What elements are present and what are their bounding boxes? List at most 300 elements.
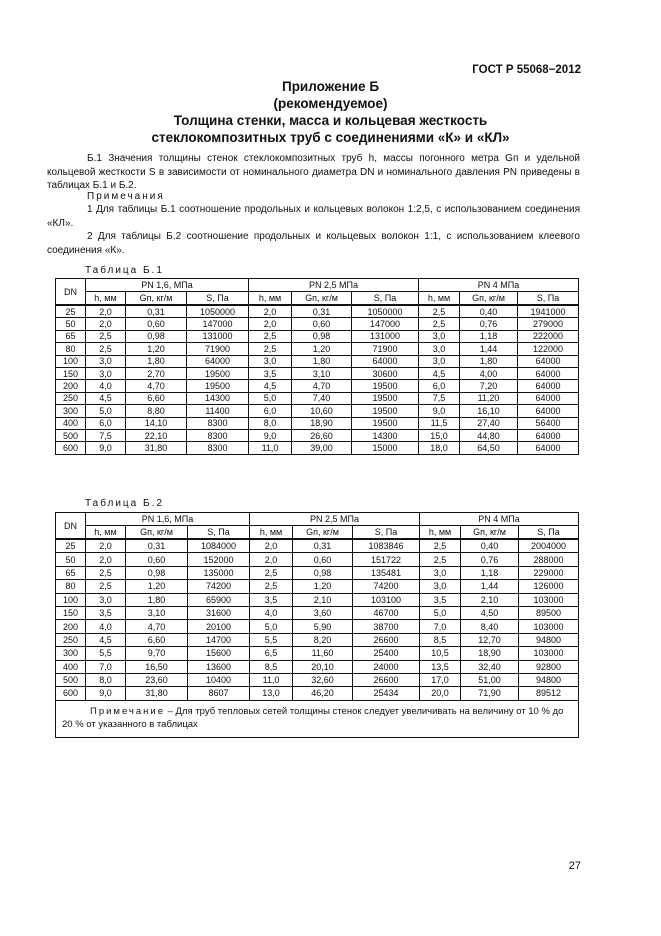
value-cell: 19500 — [187, 367, 249, 379]
value-cell: 15,0 — [419, 429, 460, 441]
table-footnote — [56, 700, 579, 737]
value-cell: 14300 — [187, 392, 249, 404]
value-cell: 1,20 — [126, 580, 188, 593]
dn-cell: 50 — [56, 318, 86, 330]
pn-group-header: PN 4 МПа — [420, 513, 579, 526]
value-cell: 26600 — [353, 633, 420, 646]
value-cell: 8300 — [187, 442, 249, 454]
value-cell: 94800 — [519, 673, 579, 686]
value-cell: 2,0 — [86, 305, 126, 318]
value-cell: 14300 — [352, 429, 419, 441]
value-cell: 44,80 — [460, 429, 518, 441]
value-cell: 10,5 — [420, 647, 461, 660]
value-cell: 229000 — [519, 566, 579, 579]
value-cell: 11400 — [187, 405, 249, 417]
value-cell: 4,5 — [86, 633, 126, 646]
value-cell: 103000 — [519, 647, 579, 660]
column-header: S, Па — [518, 292, 579, 306]
dn-cell: 80 — [56, 343, 86, 355]
value-cell: 5,5 — [250, 633, 293, 646]
value-cell: 3,0 — [86, 593, 126, 606]
value-cell: 103100 — [353, 593, 420, 606]
value-cell: 1084000 — [188, 539, 250, 553]
column-header: S, Па — [187, 292, 249, 306]
appendix-title: Приложение Б — [281, 79, 380, 94]
value-cell: 0,40 — [461, 539, 519, 553]
column-header: h, мм — [249, 292, 292, 306]
value-cell: 288000 — [519, 553, 579, 566]
value-cell: 20,0 — [420, 687, 461, 700]
value-cell: 2,0 — [250, 539, 293, 553]
value-cell: 103000 — [519, 593, 579, 606]
value-cell: 19500 — [352, 417, 419, 429]
value-cell: 19500 — [352, 380, 419, 392]
table1-caption: Таблица Б.1 — [85, 265, 164, 276]
value-cell: 6,0 — [419, 380, 460, 392]
value-cell: 16,50 — [126, 660, 188, 673]
value-cell: 22,10 — [126, 429, 187, 441]
column-header: S, Па — [353, 526, 420, 540]
value-cell: 0,40 — [460, 305, 518, 318]
value-cell: 5,5 — [86, 647, 126, 660]
value-cell: 2,5 — [249, 343, 292, 355]
value-cell: 151722 — [353, 553, 420, 566]
value-cell: 4,50 — [461, 606, 519, 619]
value-cell: 0,60 — [126, 553, 188, 566]
value-cell: 19500 — [352, 392, 419, 404]
dn-cell: 100 — [56, 593, 86, 606]
value-cell: 4,0 — [86, 620, 126, 633]
value-cell: 71900 — [352, 343, 419, 355]
column-header: h, мм — [86, 292, 126, 306]
value-cell: 64000 — [352, 355, 419, 367]
value-cell: 1,20 — [293, 580, 353, 593]
value-cell: 1,80 — [126, 593, 188, 606]
value-cell: 18,90 — [292, 417, 352, 429]
value-cell: 6,60 — [126, 392, 187, 404]
column-header: Gп, кг/м — [461, 526, 519, 540]
footnote-text: – Для труб тепловых сетей толщины стенок следует увеличивать на величину от 10 % до 20 % от указанного в таблицах — [62, 705, 564, 730]
dn-header: DN — [56, 513, 86, 540]
value-cell: 26600 — [353, 673, 420, 686]
document-code: ГОСТ Р 55068−2012 — [472, 64, 581, 76]
column-header: Gп, кг/м — [460, 292, 518, 306]
value-cell: 3,5 — [250, 593, 293, 606]
value-cell: 2,0 — [86, 318, 126, 330]
table-row — [56, 673, 579, 686]
value-cell: 92800 — [519, 660, 579, 673]
value-cell: 13600 — [188, 660, 250, 673]
value-cell: 0,60 — [126, 318, 187, 330]
value-cell: 8,5 — [420, 633, 461, 646]
value-cell: 18,90 — [461, 647, 519, 660]
value-cell: 20,10 — [293, 660, 353, 673]
dn-cell: 100 — [56, 355, 86, 367]
value-cell: 2,70 — [126, 367, 187, 379]
value-cell: 2,5 — [419, 318, 460, 330]
value-cell: 7,20 — [460, 380, 518, 392]
table-row — [56, 392, 579, 404]
value-cell: 16,10 — [460, 405, 518, 417]
value-cell: 15600 — [188, 647, 250, 660]
table-row — [56, 633, 579, 646]
value-cell: 38700 — [353, 620, 420, 633]
value-cell: 3,5 — [249, 367, 292, 379]
value-cell: 4,5 — [86, 392, 126, 404]
value-cell: 2,5 — [86, 343, 126, 355]
value-cell: 3,0 — [419, 343, 460, 355]
value-cell: 2,5 — [250, 566, 293, 579]
value-cell: 2,5 — [420, 553, 461, 566]
value-cell: 3,0 — [420, 566, 461, 579]
value-cell: 23,60 — [126, 673, 188, 686]
value-cell: 2,0 — [86, 539, 126, 553]
note-1: 1 Для таблицы Б.1 соотношение продольных и кольцевых волокон 1:2,5, с использованием соединения «КЛ». — [47, 204, 580, 229]
value-cell: 3,0 — [419, 330, 460, 342]
table-row — [56, 566, 579, 579]
value-cell: 3,0 — [86, 355, 126, 367]
value-cell: 135481 — [353, 566, 420, 579]
value-cell: 12,70 — [461, 633, 519, 646]
dn-cell: 500 — [56, 429, 86, 441]
value-cell: 64000 — [518, 392, 579, 404]
value-cell: 89500 — [519, 606, 579, 619]
value-cell: 152000 — [188, 553, 250, 566]
value-cell: 56400 — [518, 417, 579, 429]
column-header: h, мм — [419, 292, 460, 306]
value-cell: 2004000 — [519, 539, 579, 553]
dn-header: DN — [56, 279, 86, 306]
table-row — [56, 606, 579, 619]
value-cell: 71,90 — [461, 687, 519, 700]
pn-group-header: PN 4 МПа — [419, 279, 579, 292]
value-cell: 8607 — [188, 687, 250, 700]
value-cell: 14,10 — [126, 417, 187, 429]
value-cell: 0,98 — [292, 330, 352, 342]
dn-cell: 65 — [56, 566, 86, 579]
value-cell: 0,31 — [126, 539, 188, 553]
value-cell: 10,60 — [292, 405, 352, 417]
value-cell: 3,10 — [292, 367, 352, 379]
column-header: S, Па — [519, 526, 579, 540]
column-header: Gп, кг/м — [126, 292, 187, 306]
dn-cell: 600 — [56, 442, 86, 454]
table-row — [56, 380, 579, 392]
value-cell: 0,98 — [293, 566, 353, 579]
value-cell: 279000 — [518, 318, 579, 330]
value-cell: 3,5 — [420, 593, 461, 606]
table2-caption: Таблица Б.2 — [85, 498, 164, 509]
note-2: 2 Для таблицы Б.2 соотношение продольных и кольцевых волокон 1:1, с использованием клеевого соединения «К». — [47, 231, 580, 256]
value-cell: 94800 — [519, 633, 579, 646]
value-cell: 9,0 — [419, 405, 460, 417]
table-row — [56, 318, 579, 330]
table-b2-body — [56, 539, 579, 700]
value-cell: 5,90 — [293, 620, 353, 633]
value-cell: 74200 — [188, 580, 250, 593]
value-cell: 1050000 — [187, 305, 249, 318]
value-cell: 1,80 — [292, 355, 352, 367]
value-cell: 20100 — [188, 620, 250, 633]
column-header: S, Па — [188, 526, 250, 540]
value-cell: 1,18 — [460, 330, 518, 342]
value-cell: 5,0 — [420, 606, 461, 619]
value-cell: 32,40 — [461, 660, 519, 673]
value-cell: 71900 — [187, 343, 249, 355]
table-row — [56, 417, 579, 429]
column-header: h, мм — [420, 526, 461, 540]
dn-cell: 25 — [56, 539, 86, 553]
value-cell: 10400 — [188, 673, 250, 686]
value-cell: 11,60 — [293, 647, 353, 660]
value-cell: 4,70 — [292, 380, 352, 392]
value-cell: 46700 — [353, 606, 420, 619]
table-row — [56, 647, 579, 660]
table-row — [56, 355, 579, 367]
value-cell: 8300 — [187, 417, 249, 429]
value-cell: 0,98 — [126, 330, 187, 342]
table-row — [56, 343, 579, 355]
value-cell: 4,5 — [249, 380, 292, 392]
value-cell: 7,5 — [86, 429, 126, 441]
table-row — [56, 330, 579, 342]
value-cell: 7,40 — [292, 392, 352, 404]
dn-cell: 80 — [56, 580, 86, 593]
value-cell: 0,31 — [126, 305, 187, 318]
value-cell: 11,0 — [250, 673, 293, 686]
value-cell: 8,80 — [126, 405, 187, 417]
value-cell: 0,31 — [293, 539, 353, 553]
value-cell: 1,80 — [460, 355, 518, 367]
value-cell: 1050000 — [352, 305, 419, 318]
value-cell: 131000 — [187, 330, 249, 342]
value-cell: 17,0 — [420, 673, 461, 686]
value-cell: 3,0 — [419, 355, 460, 367]
table-row — [56, 367, 579, 379]
dn-cell: 250 — [56, 633, 86, 646]
value-cell: 2,10 — [293, 593, 353, 606]
value-cell: 3,0 — [420, 580, 461, 593]
value-cell: 64000 — [518, 442, 579, 454]
value-cell: 2,5 — [249, 330, 292, 342]
value-cell: 5,0 — [250, 620, 293, 633]
value-cell: 3,0 — [249, 355, 292, 367]
value-cell: 147000 — [352, 318, 419, 330]
value-cell: 46,20 — [293, 687, 353, 700]
table-row — [56, 305, 579, 318]
value-cell: 0,60 — [293, 553, 353, 566]
value-cell: 1,44 — [460, 343, 518, 355]
value-cell: 131000 — [352, 330, 419, 342]
value-cell: 2,5 — [420, 539, 461, 553]
value-cell: 222000 — [518, 330, 579, 342]
dn-cell: 25 — [56, 305, 86, 318]
value-cell: 31600 — [188, 606, 250, 619]
value-cell: 1083846 — [353, 539, 420, 553]
value-cell: 0,76 — [461, 553, 519, 566]
value-cell: 5,0 — [86, 405, 126, 417]
dn-cell: 200 — [56, 620, 86, 633]
value-cell: 25434 — [353, 687, 420, 700]
value-cell: 14700 — [188, 633, 250, 646]
table-b2 — [55, 512, 579, 738]
table-row — [56, 620, 579, 633]
value-cell: 64000 — [518, 405, 579, 417]
value-cell: 74200 — [353, 580, 420, 593]
value-cell: 9,70 — [126, 647, 188, 660]
value-cell: 4,5 — [419, 367, 460, 379]
table-row — [56, 687, 579, 700]
value-cell: 1,80 — [126, 355, 187, 367]
value-cell: 3,5 — [86, 606, 126, 619]
value-cell: 89512 — [519, 687, 579, 700]
column-header: Gп, кг/м — [126, 526, 188, 540]
value-cell: 64000 — [187, 355, 249, 367]
value-cell: 1,20 — [126, 343, 187, 355]
value-cell: 32,60 — [293, 673, 353, 686]
table-row — [56, 429, 579, 441]
value-cell: 65900 — [188, 593, 250, 606]
value-cell: 147000 — [187, 318, 249, 330]
paragraph-b1: Б.1 Значения толщины стенок стеклокомпозитных труб h, массы погонного метра Gп и удельной кольцевой жесткости S в зависимости от номинального диаметра DN и номинального давления PN приведены в таблицах Б.1 и Б.2. — [47, 153, 580, 191]
value-cell: 1,20 — [292, 343, 352, 355]
value-cell: 4,00 — [460, 367, 518, 379]
value-cell: 9,0 — [86, 442, 126, 454]
pn-group-header: PN 2,5 МПа — [250, 513, 420, 526]
value-cell: 39,00 — [292, 442, 352, 454]
table-row — [56, 539, 579, 553]
table-b1 — [55, 278, 579, 455]
dn-cell: 150 — [56, 606, 86, 619]
value-cell: 11,0 — [249, 442, 292, 454]
column-header: S, Па — [352, 292, 419, 306]
dn-cell: 150 — [56, 367, 86, 379]
dn-cell: 500 — [56, 673, 86, 686]
value-cell: 19500 — [352, 405, 419, 417]
dn-cell: 300 — [56, 405, 86, 417]
value-cell: 6,0 — [86, 417, 126, 429]
value-cell: 0,60 — [292, 318, 352, 330]
value-cell: 0,31 — [292, 305, 352, 318]
value-cell: 4,0 — [86, 380, 126, 392]
table-row — [56, 660, 579, 673]
table-b1-body — [56, 305, 579, 454]
value-cell: 18,0 — [419, 442, 460, 454]
column-header: h, мм — [250, 526, 293, 540]
table-row — [56, 593, 579, 606]
value-cell: 7,0 — [86, 660, 126, 673]
dn-cell: 400 — [56, 417, 86, 429]
value-cell: 64,50 — [460, 442, 518, 454]
value-cell: 2,0 — [249, 305, 292, 318]
value-cell: 26,60 — [292, 429, 352, 441]
appendix-heading-line2: стеклокомпозитных труб с соединениями «К» и «КЛ» — [151, 130, 510, 145]
pn-group-header: PN 2,5 МПа — [249, 279, 419, 292]
value-cell: 103000 — [519, 620, 579, 633]
notes-label: Примечания — [87, 191, 165, 202]
value-cell: 122000 — [518, 343, 579, 355]
value-cell: 2,5 — [86, 330, 126, 342]
value-cell: 4,70 — [126, 620, 188, 633]
value-cell: 2,0 — [86, 553, 126, 566]
value-cell: 13,5 — [420, 660, 461, 673]
value-cell: 8,0 — [86, 673, 126, 686]
pn-group-header: PN 1,6, МПа — [86, 279, 249, 292]
value-cell: 8300 — [187, 429, 249, 441]
value-cell: 51,00 — [461, 673, 519, 686]
value-cell: 135000 — [188, 566, 250, 579]
value-cell: 1,44 — [461, 580, 519, 593]
value-cell: 2,5 — [86, 566, 126, 579]
value-cell: 19500 — [187, 380, 249, 392]
value-cell: 24000 — [353, 660, 420, 673]
value-cell: 3,60 — [293, 606, 353, 619]
footnote-label: Примечание — [90, 705, 165, 717]
value-cell: 11,5 — [419, 417, 460, 429]
table-row — [56, 553, 579, 566]
value-cell: 4,70 — [126, 380, 187, 392]
dn-cell: 400 — [56, 660, 86, 673]
value-cell: 11,20 — [460, 392, 518, 404]
dn-cell: 300 — [56, 647, 86, 660]
value-cell: 1941000 — [518, 305, 579, 318]
value-cell: 2,5 — [250, 580, 293, 593]
value-cell: 2,5 — [86, 580, 126, 593]
dn-cell: 65 — [56, 330, 86, 342]
value-cell: 3,10 — [126, 606, 188, 619]
value-cell: 2,0 — [250, 553, 293, 566]
value-cell: 8,5 — [250, 660, 293, 673]
value-cell: 1,18 — [461, 566, 519, 579]
value-cell: 2,10 — [461, 593, 519, 606]
appendix-heading-line1: Толщина стенки, масса и кольцевая жесткость — [173, 113, 488, 128]
appendix-status: (рекомендуемое) — [273, 96, 388, 111]
value-cell: 2,5 — [419, 305, 460, 318]
dn-cell: 50 — [56, 553, 86, 566]
value-cell: 31,80 — [126, 687, 188, 700]
value-cell: 64000 — [518, 367, 579, 379]
value-cell: 13,0 — [250, 687, 293, 700]
value-cell: 64000 — [518, 355, 579, 367]
column-header: h, мм — [86, 526, 126, 540]
value-cell: 8,0 — [249, 417, 292, 429]
table-row — [56, 442, 579, 454]
dn-cell: 250 — [56, 392, 86, 404]
value-cell: 2,0 — [249, 318, 292, 330]
dn-cell: 600 — [56, 687, 86, 700]
value-cell: 7,5 — [419, 392, 460, 404]
value-cell: 0,76 — [460, 318, 518, 330]
page-number: 27 — [568, 860, 581, 872]
value-cell: 3,0 — [86, 367, 126, 379]
value-cell: 64000 — [518, 429, 579, 441]
value-cell: 30600 — [352, 367, 419, 379]
column-header: Gп, кг/м — [292, 292, 352, 306]
table-row — [56, 580, 579, 593]
value-cell: 64000 — [518, 380, 579, 392]
value-cell: 8,40 — [461, 620, 519, 633]
dn-cell: 200 — [56, 380, 86, 392]
value-cell: 9,0 — [249, 429, 292, 441]
value-cell: 27,40 — [460, 417, 518, 429]
value-cell: 9,0 — [86, 687, 126, 700]
value-cell: 5,0 — [249, 392, 292, 404]
column-header: Gп, кг/м — [293, 526, 353, 540]
value-cell: 8,20 — [293, 633, 353, 646]
value-cell: 7,0 — [420, 620, 461, 633]
value-cell: 31,80 — [126, 442, 187, 454]
value-cell: 126000 — [519, 580, 579, 593]
